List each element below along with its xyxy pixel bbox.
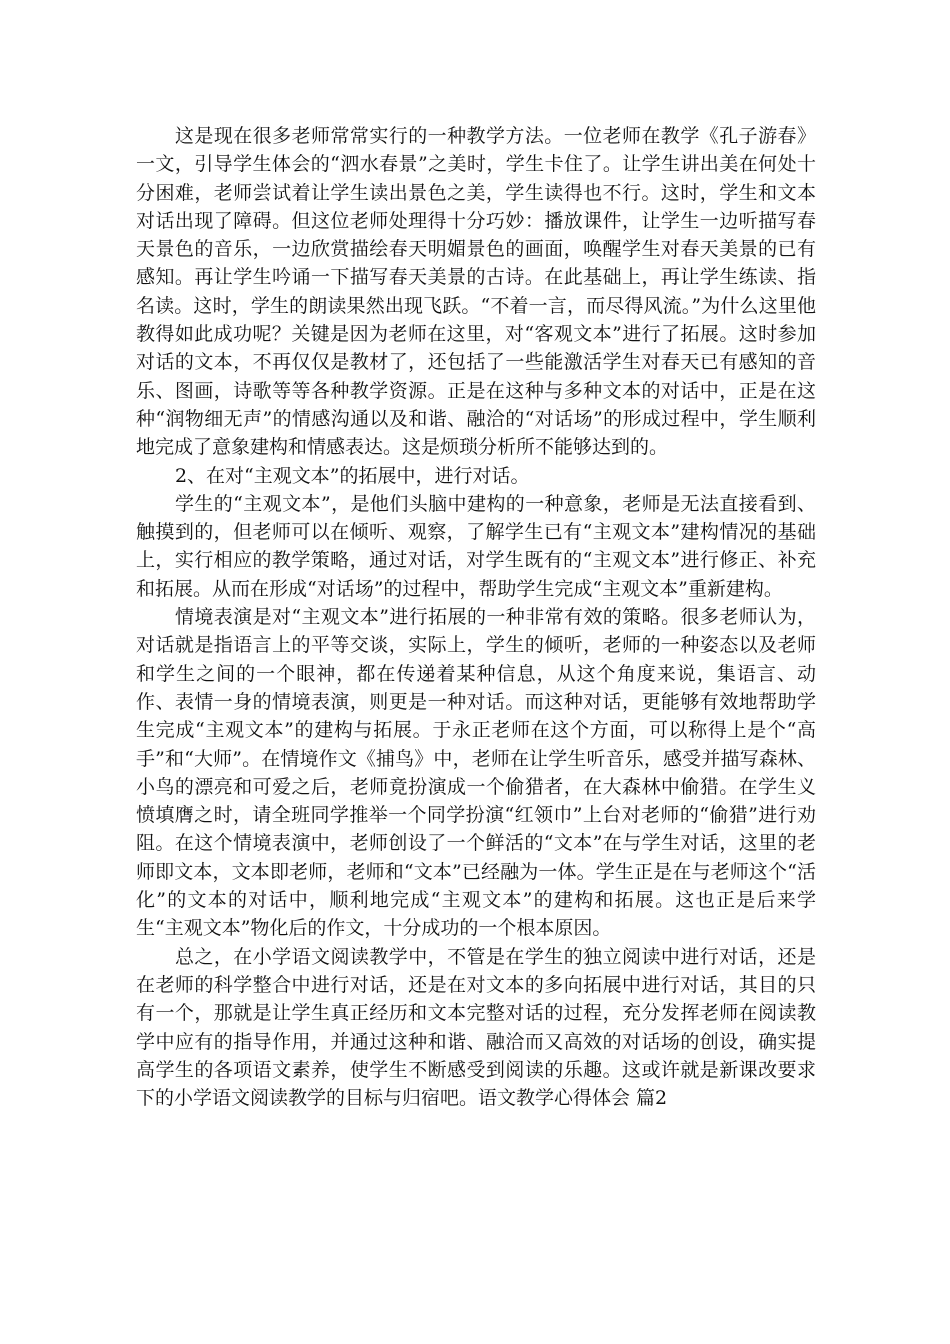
paragraph-4: 情境表演是对“主观文本”进行拓展的一种非常有效的策略。很多老师认为，对话就是指语言上的平等交谈，实际上，学生的倾听，老师的一种姿态以及老师和学生之间的一个眼神，都在传递着某种信息，从这个角度来说，集语言、动作、表情一身的情境表演，则更是一种对话。而这种对话，更能够有效地帮助学生完成“主观文本”的建构与拓展。于永正老师在这个方面，可以称得上是个“高手”和“大师”。在情境作文《捕鸟》中，老师在让学生听音乐，感受并描写森林、小鸟的漂亮和可爱之后，老师竟扮演成一个偷猎者，在大森林中偷猎。在学生义愤填膺之时，请全班同学推举一个同学扮演“红领巾”上台对老师的“偷猎”进行劝阻。在这个情境表演中，老师创设了一个鲜活的“文本”在与学生对话，这里的老师即文本，文本即老师，老师和“文本”已经融为一体。学生正是在与老师这个“活化”的文本的对话中，顺利地完成“主观文本”的建构和拓展。这也正是后来学生“主观文本”物化后的作文，十分成功的一个根本原因。: [136, 606, 816, 940]
paragraph-3: 学生的“主观文本”，是他们头脑中建构的一种意象，老师是无法直接看到、触摸到的，但老师可以在倾听、观察，了解学生已有“主观文本”建构情况的基础上，实行相应的教学策略，通过对话，对学生既有的“主观文本”进行修正、补充和拓展。从而在形成“对话场”的过程中，帮助学生完成“主观文本”重新建构。: [136, 492, 816, 600]
paragraph-5: 总之，在小学语文阅读教学中，不管是在学生的独立阅读中进行对话，还是在老师的科学整合中进行对话，还是在对文本的多向拓展中进行对话，其目的只有一个，那就是让学生真正经历和文本完整对话的过程，充分发挥老师在阅读教学中应有的指导作用，并通过这种和谐、融洽而又高效的对话场的创设，确实提高学生的各项语文素养，使学生不断感受到阅读的乐趣。这或许就是新课改要求下的小学语文阅读教学的目标与归宿吧。语文教学心得体会 篇2: [136, 945, 816, 1110]
paragraph-1: 这是现在很多老师常常实行的一种教学方法。一位老师在教学《孔子游春》一文，引导学生体会的“泗水春景”之美时，学生卡住了。让学生讲出美在何处十分困难，老师尝试着让学生读出景色之美，学生读得也不行。这时，学生和文本对话出现了障碍。但这位老师处理得十分巧妙：播放课件，让学生一边听描写春天景色的音乐，一边欣赏描绘春天明媚景色的画面，唤醒学生对春天美景的已有感知。再让学生吟诵一下描写春天美景的古诗。在此基础上，再让学生练读、指名读。这时，学生的朗读果然出现飞跃。“不着一言，而尽得风流。”为什么这里他教得如此成功呢？关键是因为老师在这里，对“客观文本”进行了拓展。这时参加对话的文本，不再仅仅是教材了，还包括了一些能激活学生对春天已有感知的音乐、图画，诗歌等等各种教学资源。正是在这种与多种文本的对话中，正是在这种“润物细无声”的情感沟通以及和谐、融洽的“对话场”的形成过程中，学生顺利地完成了意象建构和情感表达。这是烦琐分析所不能够达到的。: [136, 125, 816, 459]
document-body: [136, 122, 816, 1112]
paragraph-2-heading: 2、在对“主观文本”的拓展中，进行对话。: [174, 464, 530, 487]
